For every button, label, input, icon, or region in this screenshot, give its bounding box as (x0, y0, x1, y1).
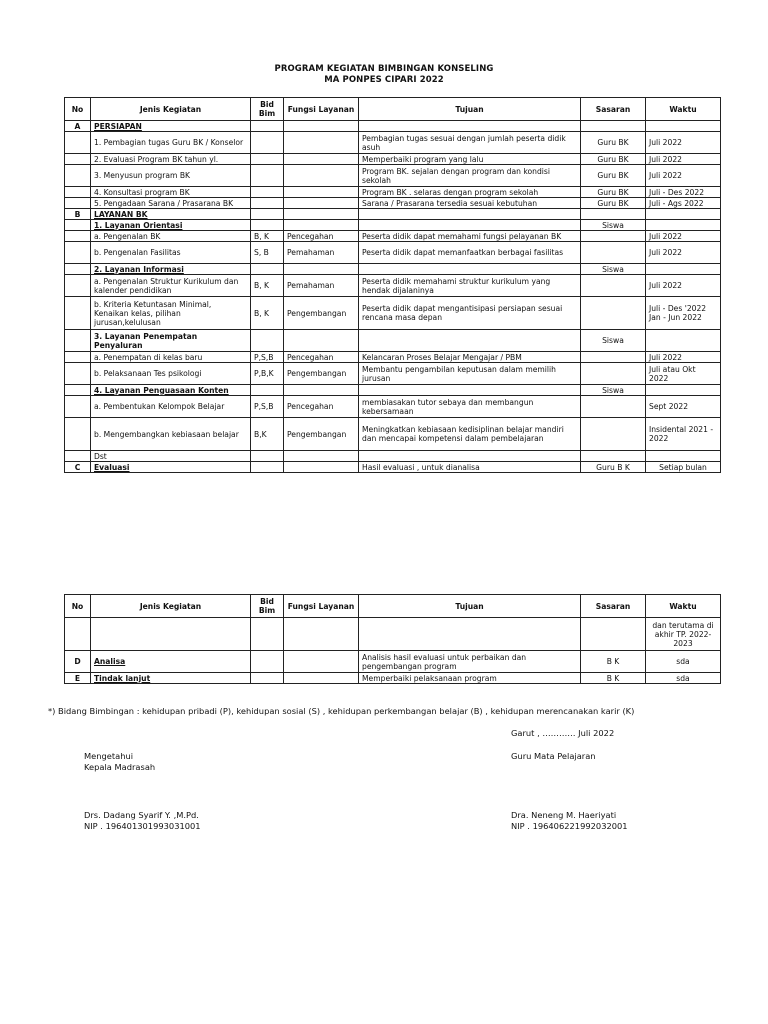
row-bid-bim (251, 121, 284, 132)
signatory-left-name: Drs. Dadang Syarif Y. ,M.Pd. (84, 810, 199, 820)
row-waktu: Sept 2022 (646, 396, 721, 418)
kepala-madrasah-label: Kepala Madrasah (84, 762, 156, 772)
row-jenis-kegiatan: 5. Pengadaan Sarana / Prasarana BK (91, 198, 251, 209)
table-row (65, 121, 721, 132)
row-tujuan: Peserta didik memahami struktur kurikulum yang hendak dijalaninya (359, 275, 581, 297)
row-no (65, 231, 91, 242)
row-tujuan: Meningkatkan kebiasaan kedisiplinan belajar mandiri dan mencapai kompetensi dalam pembelajaran (359, 418, 581, 451)
row-no (65, 297, 91, 330)
row-waktu (646, 451, 721, 462)
footnote-bidang: *) Bidang Bimbingan : kehidupan pribadi (P), kehidupan sosial (S) , kehidupan perkembangan belajar (B) , kehidupan merencanakan karir (K) (48, 706, 635, 716)
table-row (65, 396, 721, 418)
row-bid-bim: B, K (251, 297, 284, 330)
header-fungsi-layanan: Fungsi Layanan (284, 595, 359, 618)
row-tujuan: Hasil evaluasi , untuk dianalisa (359, 462, 581, 473)
row-waktu: sda (646, 673, 721, 684)
row-jenis-kegiatan: a. Penempatan di kelas baru (91, 352, 251, 363)
row-bid-bim (251, 451, 284, 462)
row-tujuan: membiasakan tutor sebaya dan membangun kebersamaan (359, 396, 581, 418)
row-no (65, 352, 91, 363)
row-no (65, 451, 91, 462)
row-sasaran (581, 242, 646, 264)
row-fungsi-layanan (284, 385, 359, 396)
row-jenis-kegiatan: Analisa (91, 651, 251, 673)
table-row (65, 209, 721, 220)
row-tujuan (359, 220, 581, 231)
table-row (65, 264, 721, 275)
row-waktu: Juli 2022 (646, 275, 721, 297)
row-sasaran (581, 618, 646, 651)
row-bid-bim (251, 220, 284, 231)
document-title: PROGRAM KEGIATAN BIMBINGAN KONSELING (274, 64, 494, 74)
row-no (65, 363, 91, 385)
row-sasaran (581, 451, 646, 462)
row-sasaran (581, 209, 646, 220)
row-waktu: Juli 2022 (646, 352, 721, 363)
row-tujuan (359, 209, 581, 220)
row-fungsi-layanan (284, 220, 359, 231)
row-waktu: Insidental 2021 - 2022 (646, 418, 721, 451)
row-waktu (646, 220, 721, 231)
row-no: E (65, 673, 91, 684)
row-jenis-kegiatan: Evaluasi (91, 462, 251, 473)
row-bid-bim: P,B,K (251, 363, 284, 385)
row-fungsi-layanan: Pencegahan (284, 352, 359, 363)
row-fungsi-layanan (284, 132, 359, 154)
row-no (65, 618, 91, 651)
row-waktu: Juli 2022 (646, 231, 721, 242)
table-row (65, 231, 721, 242)
table-row (65, 330, 721, 352)
signatory-right-nip: NIP . 196406221992032001 (511, 821, 628, 831)
document-subtitle: MA PONPES CIPARI 2022 (324, 75, 444, 85)
row-waktu (646, 330, 721, 352)
row-sasaran: Siswa (581, 264, 646, 275)
row-waktu (646, 264, 721, 275)
row-tujuan: Peserta didik dapat memanfaatkan berbagai fasilitas (359, 242, 581, 264)
row-tujuan (359, 385, 581, 396)
row-waktu: sda (646, 651, 721, 673)
row-sasaran (581, 275, 646, 297)
table-row (65, 618, 721, 651)
row-no: C (65, 462, 91, 473)
row-jenis-kegiatan: 1. Layanan Orientasi (91, 220, 251, 231)
row-sasaran: Guru BK (581, 132, 646, 154)
row-tujuan: Membantu pengambilan keputusan dalam memilih jurusan (359, 363, 581, 385)
header-fungsi-layanan: Fungsi Layanan (284, 98, 359, 121)
header-tujuan: Tujuan (359, 595, 581, 618)
row-no (65, 275, 91, 297)
row-sasaran: B K (581, 651, 646, 673)
row-sasaran (581, 396, 646, 418)
row-waktu: Juli 2022 (646, 242, 721, 264)
row-fungsi-layanan: Pemahaman (284, 242, 359, 264)
row-waktu (646, 385, 721, 396)
row-no (65, 330, 91, 352)
row-jenis-kegiatan: b. Mengembangkan kebiasaan belajar (91, 418, 251, 451)
row-fungsi-layanan: Pemahaman (284, 275, 359, 297)
row-no (65, 385, 91, 396)
row-tujuan: Analisis hasil evaluasi untuk perbaikan dan pengembangan program (359, 651, 581, 673)
row-fungsi-layanan (284, 264, 359, 275)
header-sasaran: Sasaran (581, 595, 646, 618)
row-waktu: Juli 2022 (646, 132, 721, 154)
table-header-row (65, 595, 721, 618)
table-row (65, 297, 721, 330)
row-jenis-kegiatan: a. Pembentukan Kelompok Belajar (91, 396, 251, 418)
row-no (65, 418, 91, 451)
row-jenis-kegiatan: Dst (91, 451, 251, 462)
row-jenis-kegiatan: 3. Layanan Penempatan Penyaluran (91, 330, 251, 352)
row-jenis-kegiatan: a. Pengenalan Struktur Kurikulum dan kalender pendidikan (91, 275, 251, 297)
mengetahui-label: Mengetahui (84, 751, 134, 761)
row-sasaran: Guru BK (581, 154, 646, 165)
table-row (65, 451, 721, 462)
row-bid-bim: P,S,B (251, 396, 284, 418)
row-tujuan: Program BK . selaras dengan program sekolah (359, 187, 581, 198)
row-tujuan (359, 330, 581, 352)
row-tujuan: Peserta didik dapat memahami fungsi pelayanan BK (359, 231, 581, 242)
row-jenis-kegiatan: 4. Konsultasi program BK (91, 187, 251, 198)
row-fungsi-layanan: Pencegahan (284, 396, 359, 418)
row-jenis-kegiatan: a. Pengenalan BK (91, 231, 251, 242)
row-fungsi-layanan (284, 165, 359, 187)
row-jenis-kegiatan: 2. Layanan Informasi (91, 264, 251, 275)
row-tujuan (359, 121, 581, 132)
row-fungsi-layanan (284, 187, 359, 198)
row-fungsi-layanan: Pengembangan (284, 418, 359, 451)
row-no (65, 187, 91, 198)
table-row (65, 352, 721, 363)
table-row (65, 418, 721, 451)
program-table (64, 97, 721, 473)
row-tujuan (359, 618, 581, 651)
row-waktu: dan terutama di akhir TP. 2022-2023 (646, 618, 721, 651)
row-bid-bim: B, K (251, 231, 284, 242)
row-sasaran (581, 363, 646, 385)
row-jenis-kegiatan (91, 618, 251, 651)
header-waktu: Waktu (646, 595, 721, 618)
header-no: No (65, 98, 91, 121)
row-tujuan (359, 264, 581, 275)
row-bid-bim: B, K (251, 275, 284, 297)
row-fungsi-layanan (284, 618, 359, 651)
table-row (65, 198, 721, 209)
row-sasaran: Guru BK (581, 187, 646, 198)
row-bid-bim (251, 165, 284, 187)
table-row (65, 187, 721, 198)
row-bid-bim: S, B (251, 242, 284, 264)
row-sasaran (581, 121, 646, 132)
row-jenis-kegiatan: 4. Layanan Penguasaan Konten (91, 385, 251, 396)
table-row (65, 363, 721, 385)
table-row (65, 132, 721, 154)
guru-mata-pelajaran-label: Guru Mata Pelajaran (511, 751, 596, 761)
row-waktu: Juli - Des '2022 Jan - Jun 2022 (646, 297, 721, 330)
row-tujuan: Pembagian tugas sesuai dengan jumlah peserta didik asuh (359, 132, 581, 154)
row-no (65, 220, 91, 231)
row-jenis-kegiatan: b. Kriteria Ketuntasan Minimal, Kenaikan kelas, pilihan jurusan,kelulusan (91, 297, 251, 330)
row-no (65, 154, 91, 165)
row-fungsi-layanan (284, 651, 359, 673)
row-fungsi-layanan (284, 121, 359, 132)
table-row (65, 673, 721, 684)
row-jenis-kegiatan: b. Pengenalan Fasilitas (91, 242, 251, 264)
row-sasaran (581, 418, 646, 451)
row-bid-bim: B,K (251, 418, 284, 451)
row-sasaran (581, 231, 646, 242)
row-sasaran: B K (581, 673, 646, 684)
header-sasaran: Sasaran (581, 98, 646, 121)
row-fungsi-layanan (284, 154, 359, 165)
row-bid-bim (251, 673, 284, 684)
table-row (65, 462, 721, 473)
table-row (65, 154, 721, 165)
row-bid-bim (251, 385, 284, 396)
row-fungsi-layanan (284, 198, 359, 209)
row-no: A (65, 121, 91, 132)
table-row (65, 275, 721, 297)
row-sasaran (581, 352, 646, 363)
signatory-right-name: Dra. Neneng M. Haeriyati (511, 810, 617, 820)
row-bid-bim (251, 154, 284, 165)
table-row (65, 385, 721, 396)
row-bid-bim (251, 198, 284, 209)
signatory-left-nip: NIP . 196401301993031001 (84, 821, 201, 831)
table-header-row (65, 98, 721, 121)
row-bid-bim (251, 618, 284, 651)
place-date: Garut , ………… Juli 2022 (511, 728, 615, 738)
row-waktu: Juli - Ags 2022 (646, 198, 721, 209)
table-row (65, 165, 721, 187)
row-no (65, 396, 91, 418)
row-tujuan: Program BK. sejalan dengan program dan kondisi sekolah (359, 165, 581, 187)
row-no (65, 198, 91, 209)
row-bid-bim: P,S,B (251, 352, 284, 363)
table-row (65, 651, 721, 673)
header-tujuan: Tujuan (359, 98, 581, 121)
row-fungsi-layanan (284, 462, 359, 473)
header-no: No (65, 595, 91, 618)
header-bid-bim: Bid Bim (251, 595, 284, 618)
row-waktu (646, 121, 721, 132)
row-fungsi-layanan: Pencegahan (284, 231, 359, 242)
header-jenis-kegiatan: Jenis Kegiatan (91, 98, 251, 121)
row-bid-bim (251, 209, 284, 220)
table-row (65, 242, 721, 264)
row-bid-bim (251, 187, 284, 198)
row-jenis-kegiatan: 2. Evaluasi Program BK tahun yl. (91, 154, 251, 165)
row-tujuan: Peserta didik dapat mengantisipasi persiapan sesuai rencana masa depan (359, 297, 581, 330)
header-bid-bim: Bid Bim (251, 98, 284, 121)
row-waktu: Setiap bulan (646, 462, 721, 473)
row-bid-bim (251, 264, 284, 275)
row-no: D (65, 651, 91, 673)
row-waktu (646, 209, 721, 220)
table-row (65, 220, 721, 231)
row-tujuan: Memperbaiki program yang lalu (359, 154, 581, 165)
row-tujuan: Sarana / Prasarana tersedia sesuai kebutuhan (359, 198, 581, 209)
row-jenis-kegiatan: 1. Pembagian tugas Guru BK / Konselor (91, 132, 251, 154)
row-fungsi-layanan (284, 673, 359, 684)
row-no: B (65, 209, 91, 220)
header-jenis-kegiatan: Jenis Kegiatan (91, 595, 251, 618)
row-bid-bim (251, 651, 284, 673)
row-sasaran: Guru BK (581, 165, 646, 187)
row-waktu: Juli atau Okt 2022 (646, 363, 721, 385)
row-fungsi-layanan: Pengembangan (284, 297, 359, 330)
row-sasaran: Siswa (581, 220, 646, 231)
row-jenis-kegiatan: LAYANAN BK (91, 209, 251, 220)
row-jenis-kegiatan: PERSIAPAN (91, 121, 251, 132)
row-waktu: Juli - Des 2022 (646, 187, 721, 198)
row-fungsi-layanan (284, 451, 359, 462)
row-jenis-kegiatan: Tindak lanjut (91, 673, 251, 684)
row-no (65, 242, 91, 264)
row-tujuan: Memperbaiki pelaksanaan program (359, 673, 581, 684)
row-waktu: Juli 2022 (646, 165, 721, 187)
row-sasaran: Guru BK (581, 198, 646, 209)
row-fungsi-layanan (284, 209, 359, 220)
row-fungsi-layanan: Pengembangan (284, 363, 359, 385)
row-tujuan (359, 451, 581, 462)
row-sasaran: Guru B K (581, 462, 646, 473)
row-waktu: Juli 2022 (646, 154, 721, 165)
row-no (65, 132, 91, 154)
row-fungsi-layanan (284, 330, 359, 352)
row-tujuan: Kelancaran Proses Belajar Mengajar / PBM (359, 352, 581, 363)
row-sasaran (581, 297, 646, 330)
row-sasaran: Siswa (581, 385, 646, 396)
header-waktu: Waktu (646, 98, 721, 121)
row-jenis-kegiatan: 3. Menyusun program BK (91, 165, 251, 187)
program-table-continued (64, 594, 721, 684)
row-sasaran: Siswa (581, 330, 646, 352)
row-no (65, 165, 91, 187)
row-bid-bim (251, 132, 284, 154)
row-no (65, 264, 91, 275)
row-bid-bim (251, 330, 284, 352)
row-bid-bim (251, 462, 284, 473)
row-jenis-kegiatan: b. Pelaksanaan Tes psikologi (91, 363, 251, 385)
